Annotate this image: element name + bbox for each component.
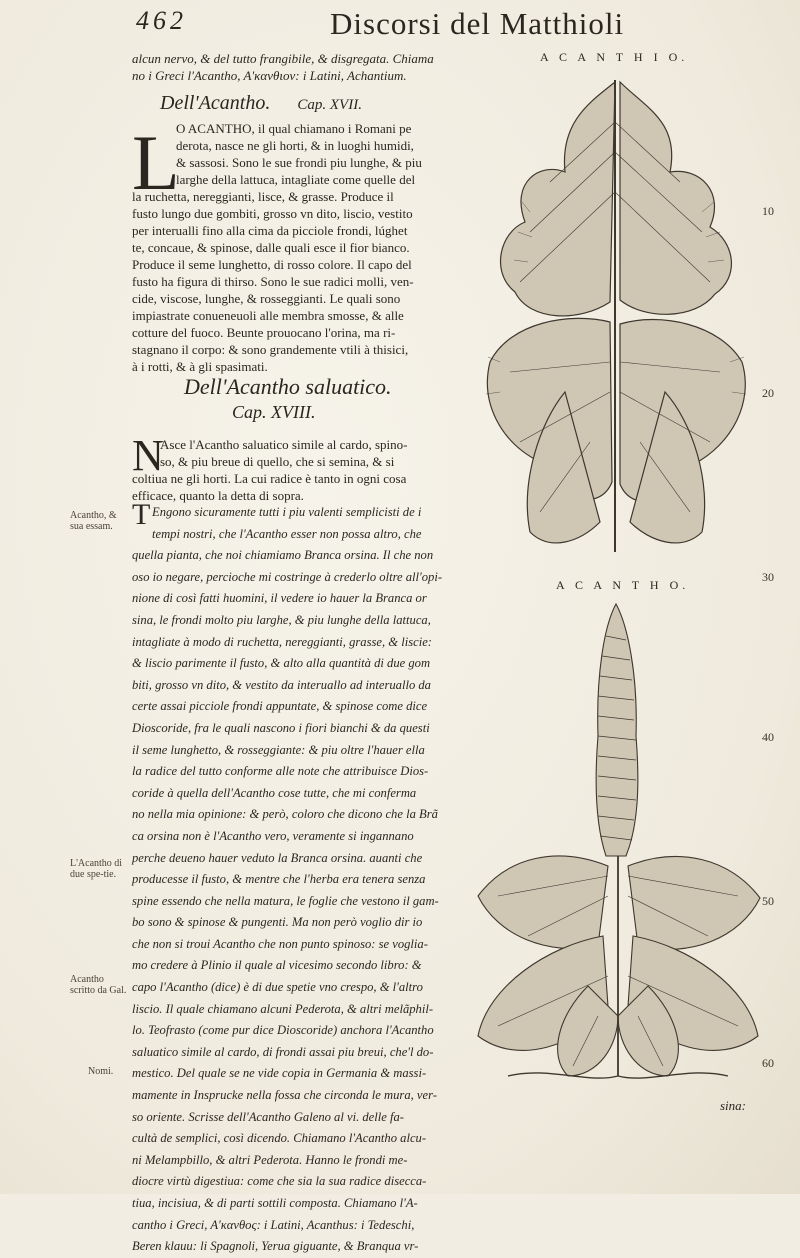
text-line: stagnano il corpo: & sono grandemente vtili à thisici, — [132, 342, 409, 357]
text-line: perche deueno hauer veduto la Branca orsina. auanti che — [132, 850, 423, 865]
drop-cap-l: L — [132, 119, 180, 206]
text-line: cultà de semplici, così dicendo. Chiamano l'Acantho alcu- — [132, 1131, 427, 1146]
text-line: impiastrate conueneuoli alle membra smosse, & alle — [132, 308, 404, 323]
text-line: cide, viscose, lunghe, & rosseggianti. Le quali sono — [132, 291, 401, 306]
continuation-text — [132, 50, 472, 84]
text-line: coltiua ne gli horti. La cui radice è tanto in ogni cosa — [132, 471, 407, 486]
text-line: lo. Teofrasto (come pur dice Dioscoride) anchora l'Acantho — [132, 1023, 434, 1038]
text-line: intagliate à modo di ruchetta, nereggianti, grasse, & liscie: — [132, 634, 432, 649]
drop-cap-n: N — [132, 431, 164, 480]
text-line: fusto lungo due gombiti, grosso vn dito, liscio, vestito — [132, 206, 413, 221]
text-line: coride à quella dell'Acantho cose tutte, che mi conferma — [132, 785, 417, 800]
text-line: cantho i Greci, A'κανθος: i Latini, Acanthus: i Tedeschi, — [132, 1217, 415, 1232]
text-line: Engono sicuramente tutti i piu valenti semplicisti de i — [152, 505, 422, 519]
text-line: che non si troui Acantho che non punto spinoso: se voglia- — [132, 936, 428, 951]
text-line: Produce il seme lunghetto, di rosso colore. Il capo del — [132, 257, 412, 272]
text-line: so, & piu breue di quello, che si semina, & si — [160, 454, 395, 469]
text-line: biti, grosso vn dito, & vestito da interuallo ad interuallo da — [132, 677, 431, 692]
text-line: sina, le frondi molto piu larghe, & piu lunghe della lattuca, — [132, 612, 431, 627]
text-line: il seme lunghetto, & rosseggiante: & piu oltre l'hauer ella — [132, 742, 425, 757]
text-line: alcun nervo, & del tutto frangibile, & disgregata. Chiama — [132, 51, 434, 66]
line-number: 40 — [762, 730, 774, 744]
text-line: bo sono & spinose & pungenti. Ma non però voglio dir io — [132, 915, 423, 930]
chapter-number: Cap. XVII. — [297, 97, 362, 113]
text-line: nione di così fatti huomini, il vedere io hauer la Branca or — [132, 591, 427, 606]
text-line: fusto ha figura di thirso. Sono le sue radici molli, ven- — [132, 274, 414, 289]
drop-cap-t: T — [132, 498, 151, 531]
text-line: mestico. Del quale se ne vide copia in Germania & massi- — [132, 1066, 427, 1081]
text-line: oso io negare, percioche mi costringe à crederlo oltre all'opi- — [132, 569, 443, 584]
text-line: tiua, incisiua, & di parti sottili composta. Chiamano l'A- — [132, 1196, 418, 1210]
running-title: Discorsi del Matthioli — [330, 6, 625, 41]
text-line: ni Melampbillo, & altri Pederota. Hanno le frondi me- — [132, 1152, 408, 1167]
line-number: 30 — [762, 570, 774, 584]
text-line: saluatico simile al cardo, di frondi assai piu breui, che'l do- — [132, 1044, 434, 1059]
text-line: cotture del fuoco. Beunte prouocano l'orina, ma ri- — [132, 325, 396, 340]
text-line: derota, nasce ne gli horti, & in luoghi humidi, — [176, 138, 414, 153]
figure-caption-acantho: A C A N T H O. — [556, 578, 690, 592]
text-line: certe assai picciole frondi appuntate, & spinose come dice — [132, 699, 428, 714]
text-line: diocre virtù digestiua: come che sia la sua radice disecca- — [132, 1174, 427, 1189]
text-line: no i Greci l'Acantho, A'κανθιον: i Latini, Achantium. — [132, 68, 407, 83]
line-number: 20 — [762, 386, 774, 400]
text-line: Asce l'Acantho saluatico simile al cardo, spino- — [160, 437, 408, 452]
chapter-17-body — [132, 120, 472, 375]
text-line: quella pianta, che noi chiamiamo Branca orsina. Il che non — [132, 548, 434, 563]
text-line: te, concaue, & spinose, dalle quali esce il fior bianco. — [132, 240, 410, 255]
page-number: 462 — [136, 6, 187, 35]
text-line: no nella mia opinione: & però, coloro che dicono che la Brã — [132, 807, 438, 822]
commentary-body — [132, 498, 462, 1258]
text-line: efficace, quanto la detta di sopra. — [132, 488, 304, 503]
margin-note: Nomi. — [88, 1066, 114, 1077]
text-line: so oriente. Scrisse dell'Acantho Galeno al vi. delle fa- — [132, 1109, 405, 1124]
chapter-title-text: Dell'Acantho. — [160, 92, 271, 114]
text-line: per interualli fino alla cima da picciole frondi, lúghet — [132, 223, 408, 238]
text-line: producesse il fusto, & mentre che l'herba era tenera senza — [132, 872, 426, 887]
text-line: spine essendo che nella matura, le foglie che vestono il gam- — [132, 893, 439, 908]
text-line: mamente in Insprucke nella fossa che circonda le mura, ver- — [132, 1088, 437, 1103]
text-line: & sassosi. Sono le sue frondi piu lunghe, & piu — [176, 155, 422, 170]
line-number: 60 — [762, 1056, 774, 1070]
text-line: & liscio parimente il fusto, & alto alla quantità di due gom — [132, 656, 431, 671]
margin-note: Acantho scritto da Gal. — [70, 974, 127, 996]
text-line: tempi nostri, che l'Acantho esser non possa altro, che — [152, 526, 422, 541]
text-line: liscio. Il quale chiamano alcuni Pederota, & altri melãphil- — [132, 1001, 434, 1016]
text-line: O ACANTHO, il qual chiamano i Romani pe — [176, 121, 412, 136]
chapter-18-title: Dell'Acantho saluatico. — [184, 374, 392, 399]
text-line: la ruchetta, nereggianti, lisce, & grasse. Produce il — [132, 189, 394, 204]
chapter-18-number: Cap. XVIII. — [232, 402, 316, 422]
text-line: larghe della lattuca, intagliate come quelle del — [176, 172, 416, 187]
text-line: ca orsina non è l'Acantho vero, veramente si ingannano — [132, 828, 414, 843]
text-line: mo credere à Plinio il quale al vicesimo secondo libro: & — [132, 958, 422, 973]
page-header — [130, 6, 690, 46]
chapter-17-title — [160, 92, 362, 115]
text-line: à i rotti, & à gli spasimati. — [132, 359, 268, 374]
figure-caption-acanthio: A C A N T H I O. — [540, 50, 689, 64]
line-number: 10 — [762, 204, 774, 218]
acantho-woodcut-illustration — [468, 596, 768, 1096]
text-line: Dioscoride, fra le quali nascono i fiori bianchi & da questi — [132, 720, 430, 735]
acanthio-woodcut-illustration — [470, 62, 760, 562]
margin-note: Acantho, & sua essam. — [70, 510, 117, 532]
text-line: Beren klauu: li Spagnoli, Yerua giguante, & Branqua vr- — [132, 1239, 419, 1254]
text-line: la radice del tutto conforme alle note che attribuisce Dios- — [132, 764, 429, 779]
line-number: 50 — [762, 894, 774, 908]
margin-note: L'Acantho di due spe-tie. — [70, 858, 123, 880]
chapter-18-body — [132, 431, 472, 504]
text-line: capo l'Acantho (dice) è di due spetie vno crespo, & l'altro — [132, 980, 423, 995]
catchword: sina: — [720, 1098, 746, 1113]
